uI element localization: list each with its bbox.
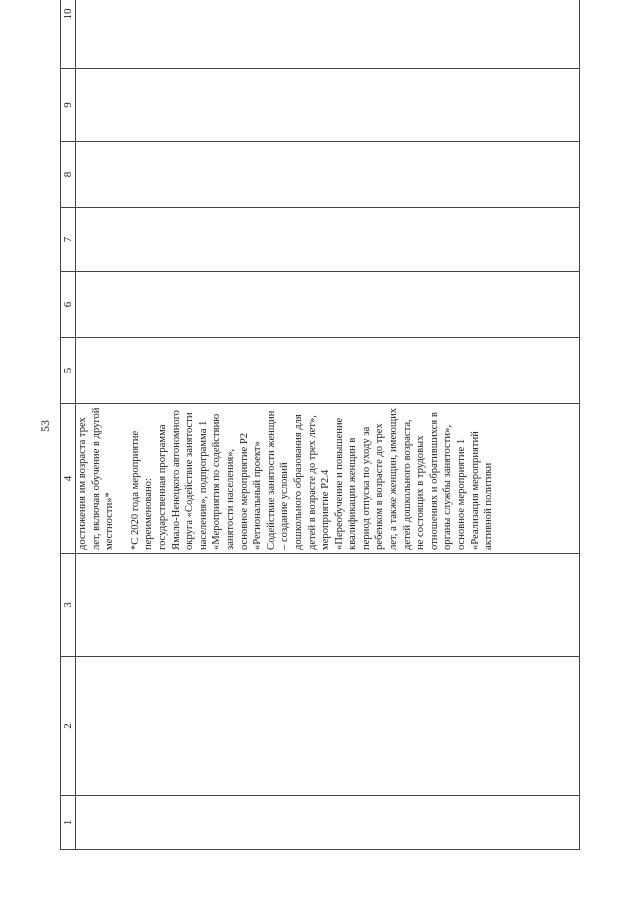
cell-5: [76, 338, 580, 404]
cell-2: [76, 657, 580, 796]
cell-7: [76, 208, 580, 272]
header-row: [61, 0, 76, 850]
program-table: [60, 0, 580, 850]
table-row: [76, 0, 580, 850]
cell-4: [76, 404, 580, 554]
cell-8: [76, 142, 580, 208]
column-header-3: 3: [61, 554, 76, 657]
column-header-4: 4: [61, 404, 76, 554]
rotated-table-container: [60, 8, 580, 850]
column-header-7: 7: [61, 208, 76, 272]
cell-10: [76, 0, 580, 69]
cell-4-paragraph-2: *С 2020 года мероприятие переименовано: государственная программа Ямало-Ненецкого автономного округа «Содействие занятости населения», подпрограмма 1 «Мероприятия по содействию занятости населения», основное мероприятие Р2 «Региональный проект» Содействие занятости женщин – создание условий дошкольного образования для детей в возрасте до трех лет», мероприятие Р2.4 «Переобучение и повышение квалификации женщин в период отпуска по уходу за ребенком в возрасте до трех лет, а также женщин, имеющих детей дошкольного возраста, не состоящих в трудовых отношениях и обратившихся в органы службы занятости», основное мероприятие 1 «Реализация мероприятий активной политики: [129, 407, 495, 550]
column-header-10: 10: [61, 0, 76, 69]
column-header-9: 9: [61, 69, 76, 142]
cell-3: [76, 554, 580, 657]
column-header-2: 2: [61, 657, 76, 796]
column-header-8: 8: [61, 142, 76, 208]
cell-4-paragraph-1: достижения им возраста трех лет, включая обучение в другой местности»*: [77, 407, 116, 550]
column-header-6: 6: [61, 272, 76, 338]
cell-6: [76, 272, 580, 338]
column-header-1: 1: [61, 796, 76, 850]
cell-1: [76, 796, 580, 850]
page-number: 53: [38, 420, 52, 432]
cell-9: [76, 69, 580, 142]
paragraph-gap: [117, 407, 129, 550]
column-header-5: 5: [61, 338, 76, 404]
